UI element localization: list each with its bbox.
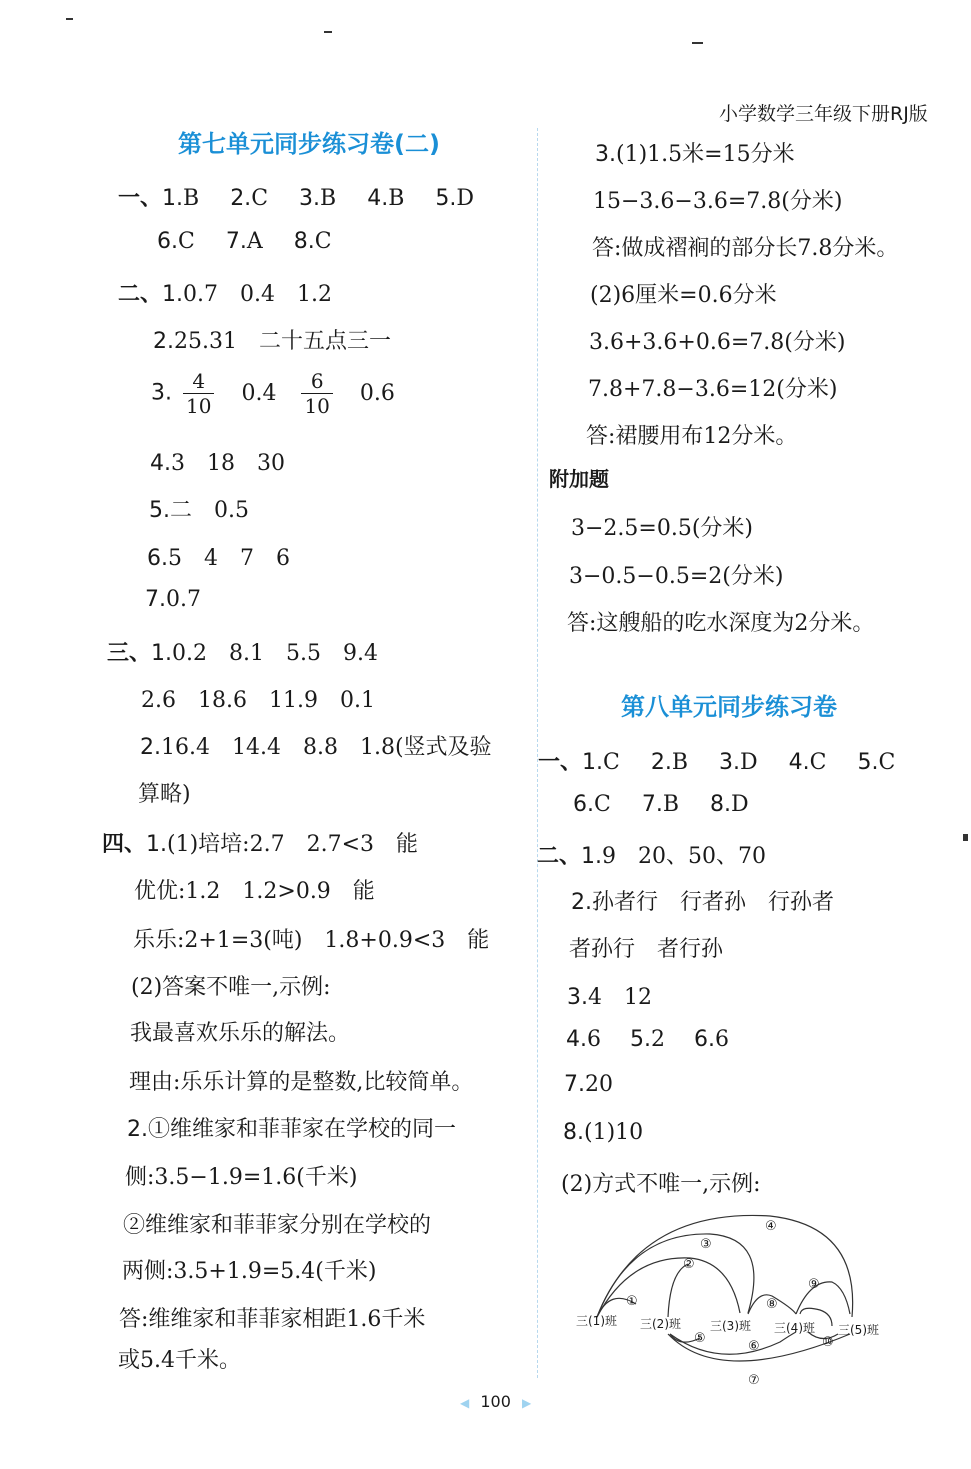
- q-num: 4.: [566, 1027, 587, 1052]
- r-line3: 答:做成褶裥的部分长7.8分米。: [592, 236, 899, 261]
- route-label: ⑧: [766, 1297, 778, 1312]
- page-footer: [460, 1392, 531, 1411]
- route-label: ⑦: [748, 1373, 760, 1388]
- node-class-1: 三(1)班: [576, 1314, 617, 1328]
- route-label: ③: [700, 1237, 712, 1252]
- u8-part2-q8: [563, 1120, 643, 1145]
- answer: 5 4 7 6: [168, 546, 290, 571]
- part-prefix: 二、: [537, 844, 582, 869]
- answer: 二 0.5: [170, 498, 249, 523]
- scan-mark: [324, 31, 332, 33]
- answer: ①维维家和菲菲家在学校的同一: [148, 1117, 457, 1142]
- route-label: ②: [683, 1257, 695, 1272]
- part4-line1: [102, 827, 418, 858]
- u8-part2-q3: [567, 980, 652, 1011]
- u8-part2-q2b: 者孙行 者行孙: [569, 937, 724, 962]
- route-label: ⑤: [694, 1331, 706, 1346]
- part2-q3: [151, 369, 395, 418]
- part-prefix: 二、: [118, 282, 163, 307]
- part2-q1: [118, 277, 332, 308]
- q-num: 3.: [567, 985, 588, 1010]
- node-class-2: 三(2)班: [640, 1317, 681, 1331]
- r-line1: [595, 137, 795, 168]
- answer: 16.4 14.4 8.8 1.8(竖式及验: [161, 735, 492, 760]
- q-num: 2.: [571, 890, 592, 915]
- r-line2: 15−3.6−3.6=7.8(分米): [593, 189, 843, 214]
- q-num: 4.: [367, 186, 389, 211]
- q-num: 4.: [788, 750, 810, 775]
- answer: C: [314, 229, 332, 254]
- fraction: [183, 369, 214, 418]
- answer: C: [251, 186, 269, 211]
- answer: (1)10: [584, 1120, 644, 1145]
- part3-line2: 2.6 18.6 11.9 0.1: [141, 688, 375, 713]
- part3-line4: 算略): [138, 782, 191, 807]
- part1-row1: [118, 181, 474, 212]
- route-label: ①: [626, 1294, 638, 1309]
- node-class-3: 三(3)班: [710, 1319, 751, 1333]
- part2-q4: [150, 446, 285, 477]
- u8-part2-q7: [564, 1072, 613, 1097]
- extra-line2: 3−0.5−0.5=2(分米): [569, 564, 784, 589]
- answer: D: [740, 750, 758, 775]
- q-num: 6.: [694, 1027, 715, 1052]
- part2-q6: [147, 541, 290, 572]
- answer: 4 12: [588, 985, 652, 1010]
- numerator: 6: [301, 369, 332, 394]
- answer: 6: [715, 1027, 729, 1052]
- answer: C: [594, 792, 611, 817]
- q-num: 8.: [293, 229, 315, 254]
- answer: B: [671, 750, 689, 775]
- extra-line3: 答:这艘船的吃水深度为2分米。: [567, 611, 875, 636]
- q-num: 6.: [573, 792, 594, 817]
- u8-part2-q8b: (2)方式不唯一,示例:: [561, 1172, 761, 1197]
- part4-line9: ②维维家和菲菲家分别在学校的: [123, 1213, 432, 1238]
- q-num: 8.: [710, 792, 732, 817]
- q-num: 7.: [225, 229, 247, 254]
- q-num: 5.: [435, 186, 457, 211]
- part-prefix: 一、: [538, 750, 583, 775]
- route-label: ④: [765, 1219, 777, 1234]
- answer: 0.7 0.4 1.2: [183, 282, 332, 307]
- part-prefix: 三、: [107, 641, 152, 666]
- r-line5: 3.6+3.6+0.6=7.8(分米): [589, 330, 846, 355]
- scan-mark: [963, 834, 968, 841]
- q-num: 7.: [145, 587, 166, 612]
- q-num: 2.: [140, 735, 161, 760]
- part4-line12: 或5.4千米。: [118, 1348, 241, 1373]
- part4-line3: 乐乐:2+1=3(吨) 1.8+0.9<3 能: [133, 928, 490, 953]
- part4-line6: 理由:乐乐计算的是整数,比较简单。: [129, 1070, 474, 1095]
- answer: 0.2 8.1 5.5 9.4: [172, 641, 378, 666]
- answer: D: [456, 186, 475, 211]
- answer: C: [878, 750, 896, 775]
- part4-line2: 优优:1.2 1.2>0.9 能: [134, 879, 375, 904]
- answer: 25.31 二十五点三一: [174, 329, 391, 354]
- part1-row2: [157, 229, 332, 254]
- q-num: 5.: [857, 750, 879, 775]
- route-label: ⑩: [822, 1335, 834, 1350]
- part3-line1: [107, 636, 378, 667]
- q-num: 1.: [146, 832, 168, 857]
- q-num: 4.: [150, 451, 171, 476]
- part4-line7: [127, 1112, 456, 1143]
- answer: C: [603, 750, 620, 775]
- q-num: 1.: [162, 186, 184, 211]
- part4-line8: 侧:3.5−1.9=1.6(千米): [125, 1165, 358, 1190]
- q-num: 1.: [582, 750, 604, 775]
- q-num: 5.: [630, 1027, 651, 1052]
- answer: B: [320, 186, 337, 211]
- q-num: 3.: [151, 380, 172, 406]
- left-arrow-icon: ◀: [460, 1396, 470, 1410]
- answer: 0.6: [359, 380, 395, 406]
- u8-part2-q4: [566, 1027, 729, 1052]
- answer: B: [388, 186, 405, 211]
- answer: 6: [587, 1027, 601, 1052]
- part4-line11: 答:维维家和菲菲家相距1.6千米: [119, 1307, 426, 1332]
- r-line6: 7.8+7.8−3.6=12(分米): [588, 377, 838, 402]
- q-num: 1.: [151, 641, 173, 666]
- answer: 孙者行 行者孙 行孙者: [592, 890, 835, 915]
- q-num: 1.: [581, 844, 603, 869]
- answer: B: [662, 792, 680, 817]
- part4-line5: 我最喜欢乐乐的解法。: [130, 1021, 351, 1046]
- u8-part1-row1: [538, 745, 895, 776]
- answer: 3 18 30: [171, 451, 285, 476]
- part2-q5: [149, 493, 249, 524]
- part2-q7: [145, 587, 201, 612]
- answer: 2: [651, 1027, 665, 1052]
- route-label: ⑥: [748, 1339, 760, 1354]
- extra-line1: 3−2.5=0.5(分米): [571, 516, 754, 541]
- answer: 0.4: [241, 380, 277, 406]
- scan-mark: [66, 18, 73, 20]
- u8-part2-q2: [571, 885, 834, 916]
- part-prefix: 四、: [102, 832, 147, 857]
- part3-line3: [140, 730, 492, 761]
- q-num: 5.: [149, 498, 170, 523]
- part-prefix: 一、: [118, 186, 163, 211]
- q-num: 3.: [719, 750, 741, 775]
- u8-part1-row2: [573, 792, 749, 817]
- r-line7: 答:裙腰用布12分米。: [586, 424, 798, 449]
- q-num: 3.: [595, 142, 616, 167]
- denominator: 10: [186, 394, 212, 418]
- answer: 0.7: [166, 587, 201, 612]
- route-diagram: [570, 1210, 900, 1400]
- unit8-title: 第八单元同步练习卷: [621, 693, 837, 721]
- extra-title: 附加题: [549, 467, 609, 491]
- answer: 9 20、50、70: [602, 844, 766, 869]
- q-num: 8.: [563, 1120, 584, 1145]
- answer: D: [731, 792, 749, 817]
- answer: C: [809, 750, 827, 775]
- page-number: 100: [480, 1392, 511, 1411]
- fraction: [301, 369, 332, 418]
- node-class-4: 三(4)班: [774, 1321, 815, 1335]
- u8-part2-q1: [537, 839, 766, 870]
- q-num: 2.: [650, 750, 672, 775]
- q-num: 2.: [127, 1117, 148, 1142]
- scan-mark: [692, 42, 703, 44]
- route-label: ⑨: [808, 1277, 820, 1292]
- answer: (1)培培:2.7 2.7<3 能: [167, 832, 418, 857]
- numerator: 4: [183, 369, 214, 394]
- part4-line10: 两侧:3.5+1.9=5.4(千米): [122, 1259, 377, 1284]
- part4-line4: (2)答案不唯一,示例:: [131, 975, 331, 1000]
- r-line4: (2)6厘米=0.6分米: [590, 283, 777, 308]
- q-num: 2.: [153, 329, 174, 354]
- answer: A: [246, 229, 263, 254]
- part2-q2: [153, 324, 391, 355]
- q-num: 7.: [564, 1072, 585, 1097]
- unit7-title: 第七单元同步练习卷(二): [178, 130, 440, 158]
- answer: 20: [585, 1072, 613, 1097]
- answer: C: [178, 229, 195, 254]
- q-num: 7.: [641, 792, 663, 817]
- book-header: 小学数学三年级下册RJ版: [719, 103, 928, 125]
- q-num: 6.: [157, 229, 178, 254]
- node-class-5: 三(5)班: [838, 1323, 879, 1337]
- answer: (1)1.5米=15分米: [616, 142, 795, 167]
- q-num: 6.: [147, 546, 168, 571]
- q-num: 2.: [230, 186, 252, 211]
- right-arrow-icon: ▶: [521, 1396, 532, 1410]
- q-num: 1.: [162, 282, 184, 307]
- answer: B: [183, 186, 200, 211]
- denominator: 10: [304, 394, 330, 418]
- q-num: 3.: [299, 186, 321, 211]
